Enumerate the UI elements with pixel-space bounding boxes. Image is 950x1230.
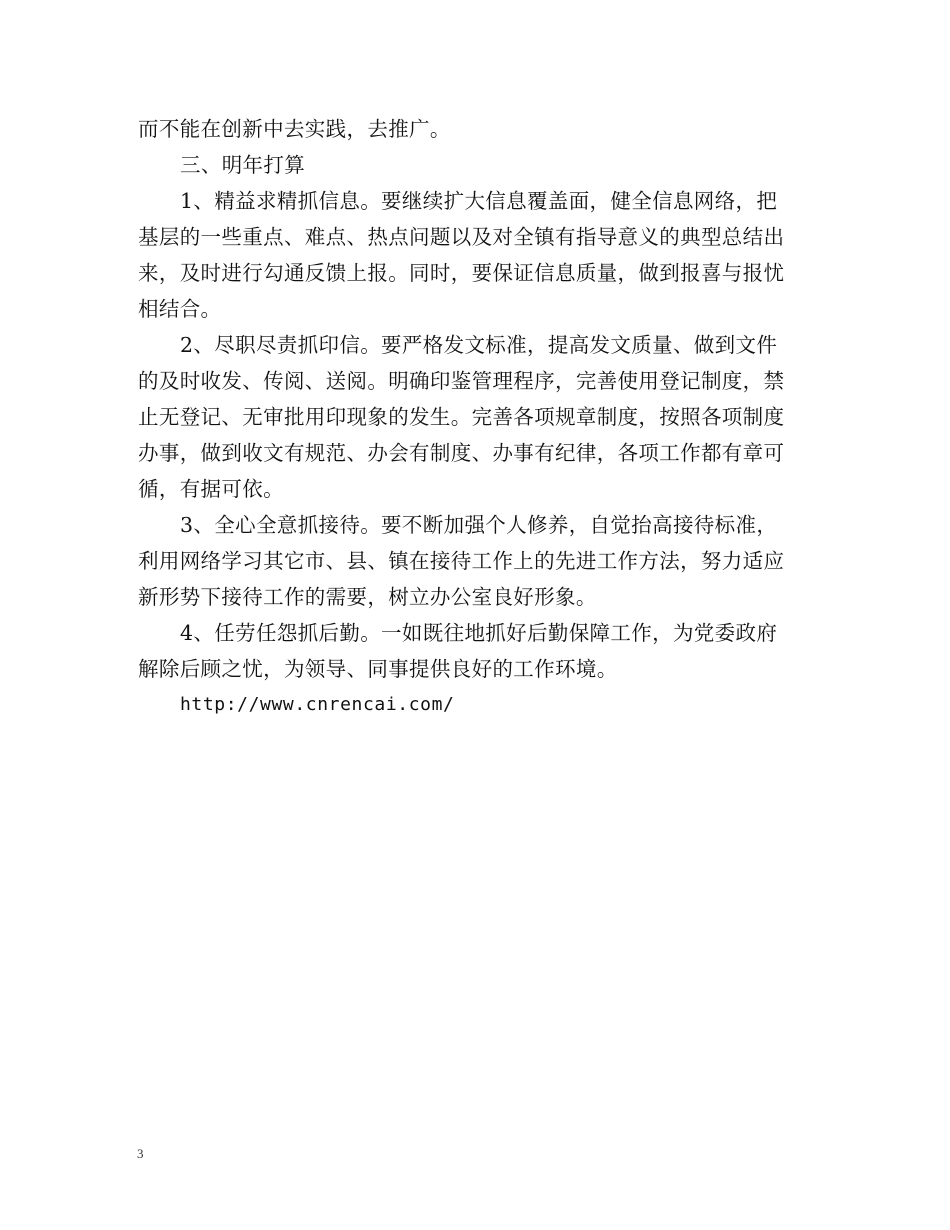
text-line: 来，及时进行勾通反馈上报。同时，要保证信息质量，做到报喜与报忧 bbox=[138, 261, 785, 285]
text-line: 新形势下接待工作的需要，树立办公室良好形象。 bbox=[138, 585, 597, 609]
page-number: 3 bbox=[137, 1146, 144, 1161]
text-line: 利用网络学习其它市、县、镇在接待工作上的先进工作方法，努力适应 bbox=[138, 549, 785, 573]
text-line: 相结合。 bbox=[138, 297, 222, 321]
text-line: 基层的一些重点、难点、热点问题以及对全镇有指导意义的典型总结出 bbox=[138, 225, 785, 249]
text-line: 解除后顾之忧，为领导、同事提供良好的工作环境。 bbox=[138, 657, 618, 681]
text-line-item-3-start: 3、全心全意抓接待。要不断加强个人修养，自觉抬高接待标准， bbox=[180, 513, 778, 537]
text-line-continuation: 而不能在创新中去实践，去推广。 bbox=[138, 117, 451, 141]
text-line: 止无登记、无审批用印现象的发生。完善各项规章制度，按照各项制度 bbox=[138, 405, 785, 429]
text-line-item-2-start: 2、尽职尽责抓印信。要严格发文标准，提高发文质量、做到文件 bbox=[180, 333, 778, 357]
text-line-item-1-start: 1、精益求精抓信息。要继续扩大信息覆盖面，健全信息网络，把 bbox=[180, 189, 778, 213]
document-body bbox=[138, 111, 818, 723]
section-heading-next-year-plan: 三、明年打算 bbox=[180, 153, 306, 177]
text-line: 办事，做到收文有规范、办会有制度、办事有纪律，各项工作都有章可 bbox=[138, 441, 785, 465]
text-line: 的及时收发、传阅、送阅。明确印鉴管理程序，完善使用登记制度，禁 bbox=[138, 369, 785, 393]
text-line: 循，有据可依。 bbox=[138, 477, 284, 501]
text-line-item-4-start: 4、任劳任怨抓后勤。一如既往地抓好后勤保障工作，为党委政府 bbox=[180, 621, 778, 645]
source-url: http://www.cnrencai.com/ bbox=[180, 694, 455, 715]
